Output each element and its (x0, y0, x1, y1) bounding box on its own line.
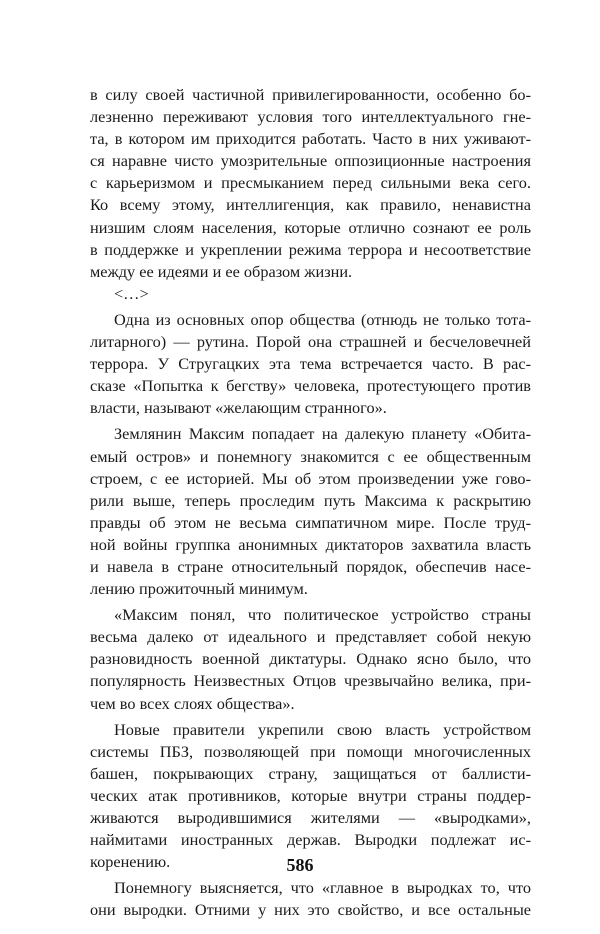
text-line: Ко всему этому, интеллигенция, как правило, ненавистна (90, 195, 531, 215)
text-line: правды об этом не весьма симпатичном мире. После труд- (90, 512, 531, 532)
text-line: лезненно переживают условия того интеллектуального гне- (90, 107, 531, 127)
text-line: ся наравне чисто умозрительные оппозиционные настроения (90, 151, 531, 171)
text-line: «Максим понял, что политическое устройство страны (114, 605, 531, 625)
text-line: коренению. (90, 852, 171, 872)
text-line: системы ПБЗ, позволяющей при помощи многочисленных (90, 741, 531, 761)
paragraph (90, 604, 531, 714)
text-line: лению прожиточный минимум. (90, 579, 308, 599)
paragraph (90, 309, 531, 419)
paragraph (90, 84, 531, 283)
text-line: популярность Неизвестных Отцов чрезвычайно велика, при- (90, 671, 531, 691)
text-line: <…> (114, 283, 149, 303)
paragraph (90, 423, 531, 600)
text-line: они выродки. Отними у них это свойство, и все остальные (90, 900, 531, 920)
text-line: Одна из основных опор общества (отнюдь не только тота- (114, 309, 531, 329)
text-line: террора. У Стругацких эта тема встречается часто. В рас- (90, 354, 531, 374)
text-line: наймитами иностранных держав. Выродки подлежат ис- (90, 830, 531, 850)
text-line: и навела в стране относительный порядок, обеспечив насе- (90, 556, 531, 576)
text-line: власти, называют «желающим странного». (90, 398, 387, 418)
body-text (90, 84, 531, 921)
text-line: Землянин Максим попадает на далекую планету «Обита- (114, 424, 531, 444)
text-line: ческих атак противников, которые внутри страны поддер- (90, 785, 531, 805)
text-line: ной войны группка анонимных диктаторов захватила власть (90, 534, 531, 554)
text-line: между ее идеями и ее образом жизни. (90, 261, 353, 281)
text-line: в поддержке и укреплении режима террора и несоответствие (90, 239, 531, 259)
page-number: 586 (286, 855, 314, 875)
text-line: та, в котором им приходится работать. Часто в них уживают- (90, 129, 531, 149)
paragraph (90, 283, 531, 305)
paragraph (90, 719, 531, 874)
text-line: строем, с ее историей. Мы об этом произведении уже гово- (90, 468, 531, 488)
text-line: живаются выродившимися жителями — «выродками», (90, 808, 531, 827)
text-line: Новые правители укрепили свою власть устройством (114, 719, 531, 739)
text-line: емый остров» и понемногу знакомится с ее общественным (90, 446, 531, 466)
text-line: литарного) — рутина. Порой она страшней и бесчеловечней (90, 332, 531, 352)
text-line: рили выше, теперь проследим путь Максима к раскрытию (90, 490, 531, 510)
text-line: Понемногу выясняется, что «главное в выродках то, что (114, 878, 531, 898)
text-line: с карьеризмом и пресмыканием перед сильными века сего. (90, 173, 531, 193)
text-line: в силу своей частичной привилегированности, особенно бо- (90, 85, 531, 104)
paragraph (90, 877, 531, 921)
text-line: весьма далеко от идеального и представляет собой некую (90, 627, 531, 647)
text-line: разновидность военной диктатуры. Однако ясно было, что (90, 649, 531, 669)
text-line: сказе «Попытка к бегству» человека, протестующего против (90, 376, 531, 396)
text-line: низшим слоям населения, которые отлично сознают ее роль (90, 217, 531, 237)
text-line: чем во всех слоях общества». (90, 693, 295, 713)
text-line: башен, покрывающих страну, защищаться от баллисти- (90, 763, 531, 783)
